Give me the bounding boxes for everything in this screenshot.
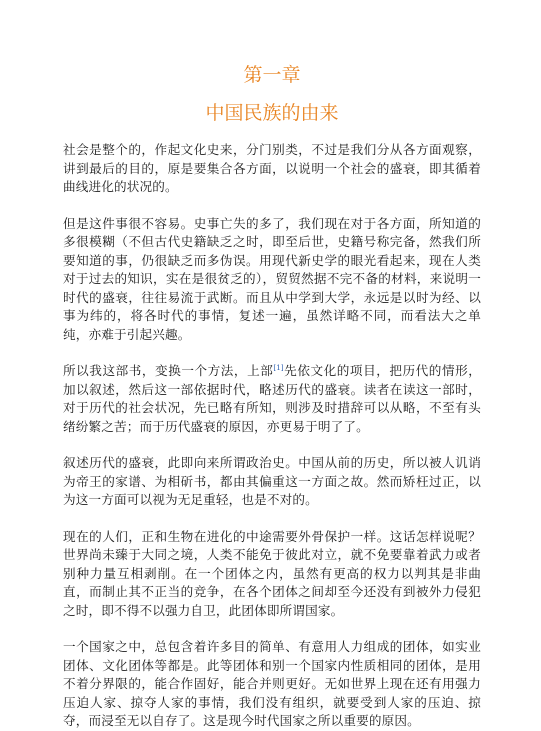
chapter-title: 中国民族的由来 <box>205 102 339 124</box>
chapter-number: 第一章 <box>243 64 301 86</box>
paragraph-3-text-before: 所以我这部书，变换一个方法，上部 <box>63 363 274 378</box>
paragraph-4: 叙述历代的盛衰，此即向来所谓政治史。中国从前的历史，所以被人讥诮为帝王的家谱、为相斫书，都由其偏重这一方面之故。然而矫枉过正，以为这一方面可以视为无足重轻，也是不对的。 <box>63 455 481 507</box>
paragraph-2: 但是这件事很不容易。史事亡失的多了，我们现在对于各方面，所知道的多很模糊（不但古代史籍缺乏之时，即至后世，史籍号称完备，然我们所要知道的事，仍很缺乏而多伪误。用现代新史学的眼光看起来，现在人类对于过去的知识，实在是很贫乏的），贸贸然据不完不备的材料，来说明一时代的盛衰，往往易流于武断。而且从中学到大学，永远是以时为经、以事为纬的，将各时代的事情，复述一遍，虽然详略不同，而看法大之单纯，亦难于引起兴趣。 <box>63 215 481 342</box>
paragraph-1: 社会是整个的，作起文化史来，分门别类，不过是我们分从各方面观察，讲到最后的目的，原是要集合各方面，以说明一个社会的盛衰，即其循着曲线进化的状况的。 <box>63 142 481 194</box>
paragraph-6: 一个国家之中，总包含着许多目的简单、有意用人力组成的团体，如实业团体、文化团体等都是。此等团体和别一个国家内性质相同的团体，是用不着分界限的，能合作固好，能合并则更好。无如世界上现在还有用强力压迫人家、掠夺人家的事情，我们没有组织，就要受到人家的压迫、掠夺，而浸至无以自存了。这是现今时代国家之所以重要的原因。 <box>63 639 481 728</box>
paragraph-3-text-after: 先依文化的项目，把历代的情形，加以叙述，然后这一部依据时代，略述历代的盛衰。读者在读这一部时，对于历代的社会状况，先已略有所知，则涉及时措辞可以从略，不至有头绪纷繁之苦；而于历代盛衰的原因，亦更易于明了了。 <box>63 363 482 434</box>
footnote-link[interactable]: [1] <box>273 363 284 372</box>
paragraph-3 <box>63 362 481 436</box>
paragraph-5: 现在的人们，正和生物在进化的中途需要外骨保护一样。这话怎样说呢？世界尚未臻于大同之境，人类不能免于彼此对立，就不免要靠着武力或者别种力量互相剥削。在一个团体之内，虽然有更高的权力以判其是非曲直，而制止其不正当的竞争，在各个团体之间却至今还没有到被外力侵犯之时，即不得不以强力自卫，此团体即所谓国家。 <box>63 528 481 618</box>
